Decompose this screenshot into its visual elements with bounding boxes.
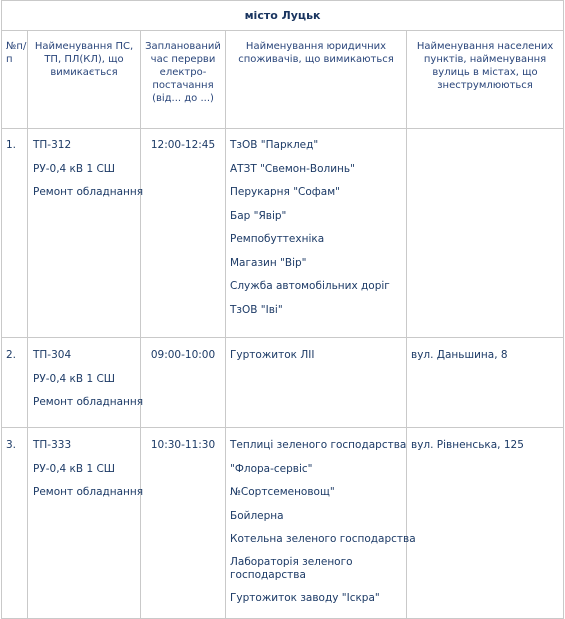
consumer-item: Бойлерна — [230, 509, 284, 522]
consumer-item: ТзОВ "Парклед" — [230, 139, 319, 151]
object-work: Ремонт обладнання — [33, 186, 144, 198]
outage-table — [1, 0, 564, 619]
row-number: 2. — [6, 349, 17, 361]
consumer-item: Магазин "Вір" — [230, 256, 307, 269]
outage-time: 09:00-10:00 — [150, 349, 216, 361]
object-section: РУ-0,4 кВ 1 СШ — [33, 372, 116, 385]
outage-time: 12:00-12:45 — [150, 139, 216, 151]
consumer-item: Гуртожиток заводу "Іскра" — [230, 591, 380, 604]
consumer-item: АТЗТ "Свемон-Волинь" — [230, 162, 355, 175]
consumer-item: Гуртожиток ЛІІ — [230, 349, 315, 361]
header-consumers: Найменування юридичних споживачів, що вимикаються — [226, 31, 407, 129]
header-number: №п/п — [2, 31, 28, 129]
consumer-item: ТзОВ "Іві" — [230, 303, 283, 316]
object-name: ТП-312 — [33, 139, 72, 151]
consumer-item: Служба автомобільних доріг — [230, 280, 390, 292]
consumer-item: Бар "Явір" — [230, 209, 287, 222]
consumer-item: Ремпобуттехніка — [230, 233, 325, 245]
object-work: Ремонт обладнання — [33, 396, 144, 408]
object-section: РУ-0,4 кВ 1 СШ — [33, 462, 116, 475]
header-object: Найменування ПС, ТП, ПЛ(КЛ), що вимикається — [28, 31, 141, 129]
header-row — [2, 31, 564, 129]
table-row — [2, 129, 564, 338]
object-name: ТП-304 — [33, 349, 72, 361]
consumer-item: "Флора-сервіс" — [230, 462, 313, 475]
consumer-item: №Сортсеменовощ" — [230, 486, 335, 498]
object-work: Ремонт обладнання — [33, 486, 144, 498]
table-title: місто Луцьк — [2, 1, 564, 31]
consumer-item: Теплиці зеленого господарства — [230, 439, 407, 451]
outage-time: 10:30-11:30 — [150, 439, 216, 451]
header-streets: Найменування населених пунктів, найменування вулиць в містах, що знеструмлюються — [407, 31, 564, 129]
object-name: ТП-333 — [33, 439, 72, 451]
street-address: вул. Рівненська, 125 — [411, 439, 524, 451]
row-number: 1. — [6, 139, 17, 151]
header-time: Запланований час перерви електро-постачання (від... до ...) — [141, 31, 226, 129]
street-address — [407, 138, 563, 162]
row-number: 3. — [6, 439, 17, 451]
table-row — [2, 338, 564, 428]
table-row — [2, 428, 564, 619]
consumer-item: Котельна зеленого господарства — [230, 533, 416, 545]
street-address: вул. Даньшина, 8 — [411, 349, 508, 361]
consumer-item: Лабораторія зеленого господарства — [230, 555, 353, 581]
object-section: РУ-0,4 кВ 1 СШ — [33, 162, 116, 175]
consumer-item: Перукарня "Софам" — [230, 186, 340, 198]
